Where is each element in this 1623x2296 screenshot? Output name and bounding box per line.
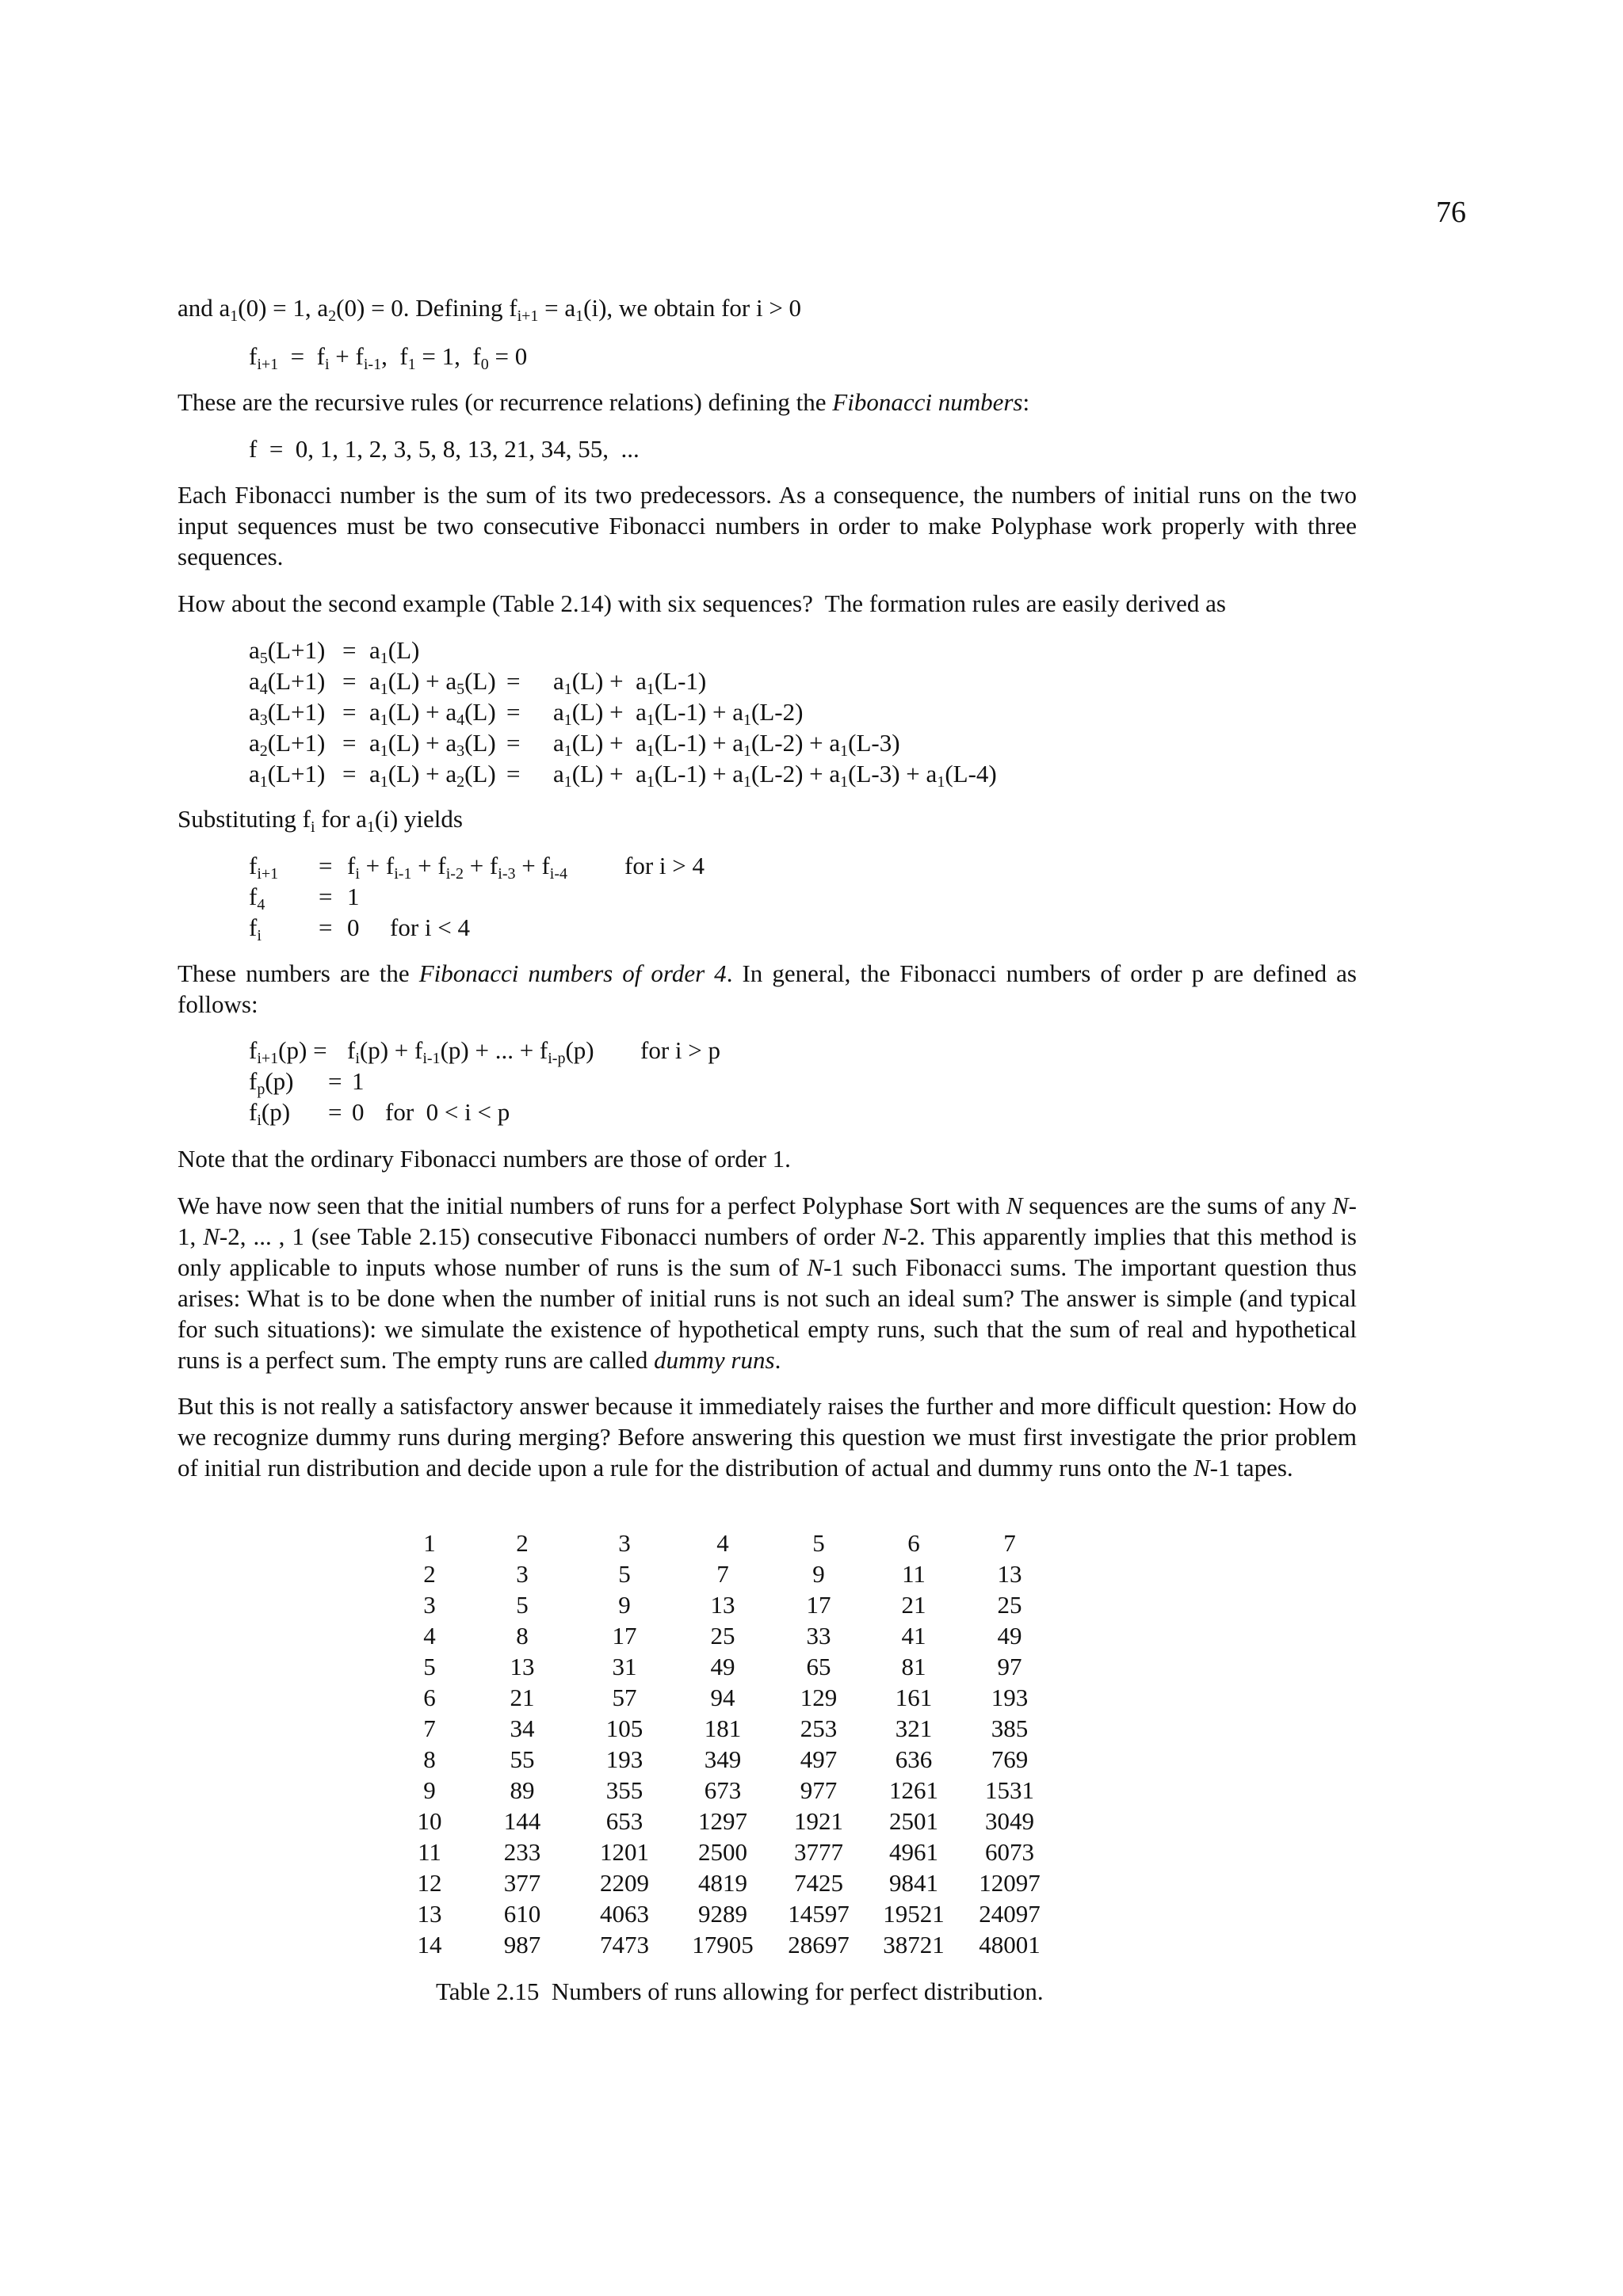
table-cell: 7: [423, 1714, 436, 1742]
table-row: [388, 1929, 1059, 1960]
table-cell: 253: [800, 1714, 838, 1742]
table-cell: 31: [612, 1653, 637, 1680]
table-cell: 497: [800, 1745, 838, 1773]
table-cell: 9: [618, 1591, 631, 1619]
table-cell: 2500: [698, 1838, 747, 1866]
table-cell: 4819: [698, 1869, 747, 1897]
table-cell: 6: [423, 1684, 436, 1711]
table-cell: 3777: [794, 1838, 843, 1866]
substituting-line: Substituting $f_i$ for $a_1(i)$ yields: [178, 805, 463, 836]
table-cell: 41: [901, 1622, 926, 1650]
table-cell: 7473: [600, 1931, 649, 1958]
table-cell: 3: [618, 1529, 631, 1557]
table-cell: 6073: [985, 1838, 1034, 1866]
table-cell: 8: [516, 1622, 529, 1650]
table-cell: 13: [510, 1653, 535, 1680]
table-cell: 24097: [979, 1900, 1041, 1928]
table-cell: 14: [417, 1931, 442, 1958]
table-cell: 987: [503, 1931, 541, 1958]
table-cell: 355: [605, 1776, 643, 1804]
table-cell: 610: [503, 1900, 541, 1928]
table-row: [388, 1836, 1059, 1867]
table-cell: 3: [423, 1591, 436, 1619]
order4-paragraph: These numbers are the Fibonacci numbers of order 4. In general, the Fibonacci numbers of order p are defined as follows:: [178, 959, 1357, 1018]
intro-line: and $a_1(0) = 1$, $a_2(0) = 0$. Defining $f_{i+1} = a_1(i)$, we obtain for i > 0: [178, 294, 802, 325]
table-cell: 5: [423, 1653, 436, 1680]
table-cell: 6: [907, 1529, 920, 1557]
table-cell: 2501: [889, 1807, 938, 1835]
table-cell: 7425: [794, 1869, 843, 1897]
table-cell: 7: [716, 1560, 729, 1588]
table-cell: 2: [516, 1529, 529, 1557]
table-cell: 5: [812, 1529, 825, 1557]
table-cell: 11: [902, 1560, 926, 1588]
table-cell: 5: [618, 1560, 631, 1588]
page-number: 76: [1436, 196, 1466, 229]
table-cell: 9: [423, 1776, 436, 1804]
table-cell: 2209: [600, 1869, 649, 1897]
table-caption: Table 2.15 Numbers of runs allowing for perfect distribution.: [436, 1978, 1044, 2005]
table-cell: 12097: [979, 1869, 1041, 1897]
table-cell: 144: [503, 1807, 541, 1835]
table-cell: 977: [800, 1776, 838, 1804]
table-cell: 13: [417, 1900, 442, 1928]
table-cell: 8: [423, 1745, 436, 1773]
table-cell: 38721: [883, 1931, 945, 1958]
table-row: [388, 1558, 1059, 1589]
table-cell: 321: [895, 1714, 933, 1742]
table-cell: 10: [417, 1807, 442, 1835]
table-cell: 4: [716, 1529, 729, 1557]
table-row: [388, 1651, 1059, 1682]
table-cell: 4961: [889, 1838, 938, 1866]
table-cell: 25: [997, 1591, 1022, 1619]
table-cell: 1: [423, 1529, 436, 1557]
table-cell: 3049: [985, 1807, 1034, 1835]
table-cell: 233: [503, 1838, 541, 1866]
table-cell: 3: [516, 1560, 529, 1588]
table-cell: 1921: [794, 1807, 843, 1835]
table-cell: 385: [991, 1714, 1029, 1742]
table-cell: 57: [612, 1684, 637, 1711]
table-row: [388, 1589, 1059, 1620]
table-cell: 161: [895, 1684, 933, 1711]
table-cell: 12: [417, 1869, 442, 1897]
recursive-rules-paragraph: These are the recursive rules (or recurrence relations) defining the Fibonacci numbers:: [178, 388, 1030, 416]
table-cell: 653: [605, 1807, 643, 1835]
fibonacci-recurrence: $f_{i+1} = f_i + f_{i-1}$, $f_1 = 1$, $f_0 = 0$: [249, 342, 528, 373]
table-cell: 14597: [788, 1900, 850, 1928]
table-cell: 7: [1003, 1529, 1016, 1557]
table-cell: 377: [503, 1869, 541, 1897]
table-row: [388, 1806, 1059, 1836]
perfect-sort-paragraph: We have now seen that the initial numbers of runs for a perfect Polyphase Sort with N sequences are the sums of any N-1, N-2, ... , 1 (see Table 2.15) consecutive Fibonacci numbers of order N-2. This apparently implies that this method is only applicable to inputs whose number of runs is the sum of N-1 such Fibonacci sums. The important question thus arises: What is to be done when the number of initial runs is not such an ideal sum? The answer is simple (and typical for such situations): we simulate the existence of hypothetical empty runs, such that the sum of real and hypothetical runs is a perfect sum. The empty runs are called dummy runs.: [178, 1192, 1358, 1374]
table-cell: 1531: [985, 1776, 1034, 1804]
table-cell: 9: [812, 1560, 825, 1588]
table-cell: 193: [605, 1745, 643, 1773]
table-cell: 5: [516, 1591, 529, 1619]
table-cell: 181: [704, 1714, 742, 1742]
note-line: Note that the ordinary Fibonacci numbers are those of order 1.: [178, 1145, 791, 1173]
table-cell: 9289: [698, 1900, 747, 1928]
table-cell: 17: [806, 1591, 831, 1619]
table-row: [388, 1867, 1059, 1898]
table-cell: 13: [997, 1560, 1022, 1588]
table-cell: 349: [704, 1745, 742, 1773]
table-cell: 94: [710, 1684, 735, 1711]
table-cell: 49: [997, 1622, 1022, 1650]
table-cell: 25: [710, 1622, 735, 1650]
table-cell: 105: [605, 1714, 643, 1742]
table-row: [388, 1744, 1059, 1775]
table-cell: 129: [800, 1684, 838, 1711]
table-cell: 636: [895, 1745, 933, 1773]
table-cell: 4: [423, 1622, 436, 1650]
table-cell: 13: [710, 1591, 735, 1619]
table-row: [388, 1620, 1059, 1651]
table-row: [388, 1527, 1059, 1558]
table-cell: 4063: [600, 1900, 649, 1928]
table-row: [388, 1775, 1059, 1806]
table-cell: 65: [806, 1653, 831, 1680]
second-example-paragraph: How about the second example (Table 2.14) with six sequences? The formation rules are easily derived as: [178, 589, 1226, 617]
table-cell: 55: [510, 1745, 535, 1773]
table-cell: 2: [423, 1560, 436, 1588]
table-cell: 21: [901, 1591, 926, 1619]
table-cell: 19521: [883, 1900, 945, 1928]
table-cell: 81: [901, 1653, 926, 1680]
table-cell: 769: [991, 1745, 1029, 1773]
table-cell: 1261: [889, 1776, 938, 1804]
table-row: [388, 1682, 1059, 1713]
table-cell: 33: [806, 1622, 831, 1650]
dummy-runs-paragraph: But this is not really a satisfactory answer because it immediately raises the further and more difficult question: How do we recognize dummy runs during merging? Before answering this question we must first investigate the prior problem of initial run distribution and decide upon a rule for the distribution of actual and dummy runs onto the N-1 tapes.: [178, 1392, 1357, 1482]
table-cell: 48001: [979, 1931, 1041, 1958]
table-cell: 21: [510, 1684, 535, 1711]
predecessors-paragraph: Each Fibonacci number is the sum of its two predecessors. As a consequence, the numbers of initial runs on the two input sequences must be two consecutive Fibonacci numbers in order to make Polyphase work properly with three sequences.: [178, 481, 1357, 570]
table-cell: 1201: [600, 1838, 649, 1866]
table-cell: 17: [612, 1622, 637, 1650]
table-cell: 673: [704, 1776, 742, 1804]
table-cell: 28697: [788, 1931, 850, 1958]
table-cell: 49: [710, 1653, 735, 1680]
table-cell: 97: [997, 1653, 1022, 1680]
table-cell: 17905: [692, 1931, 754, 1958]
table-cell: 9841: [889, 1869, 938, 1897]
table-cell: 193: [991, 1684, 1029, 1711]
table-cell: 34: [510, 1714, 535, 1742]
table-row: [388, 1898, 1059, 1929]
table-cell: 1297: [698, 1807, 747, 1835]
table-cell: 11: [418, 1838, 441, 1866]
runs-table: [388, 1527, 1059, 1960]
table-cell: 89: [510, 1776, 535, 1804]
fibonacci-sequence: f = 0, 1, 1, 2, 3, 5, 8, 13, 21, 34, 55, ...: [249, 435, 640, 463]
table-row: [388, 1713, 1059, 1744]
